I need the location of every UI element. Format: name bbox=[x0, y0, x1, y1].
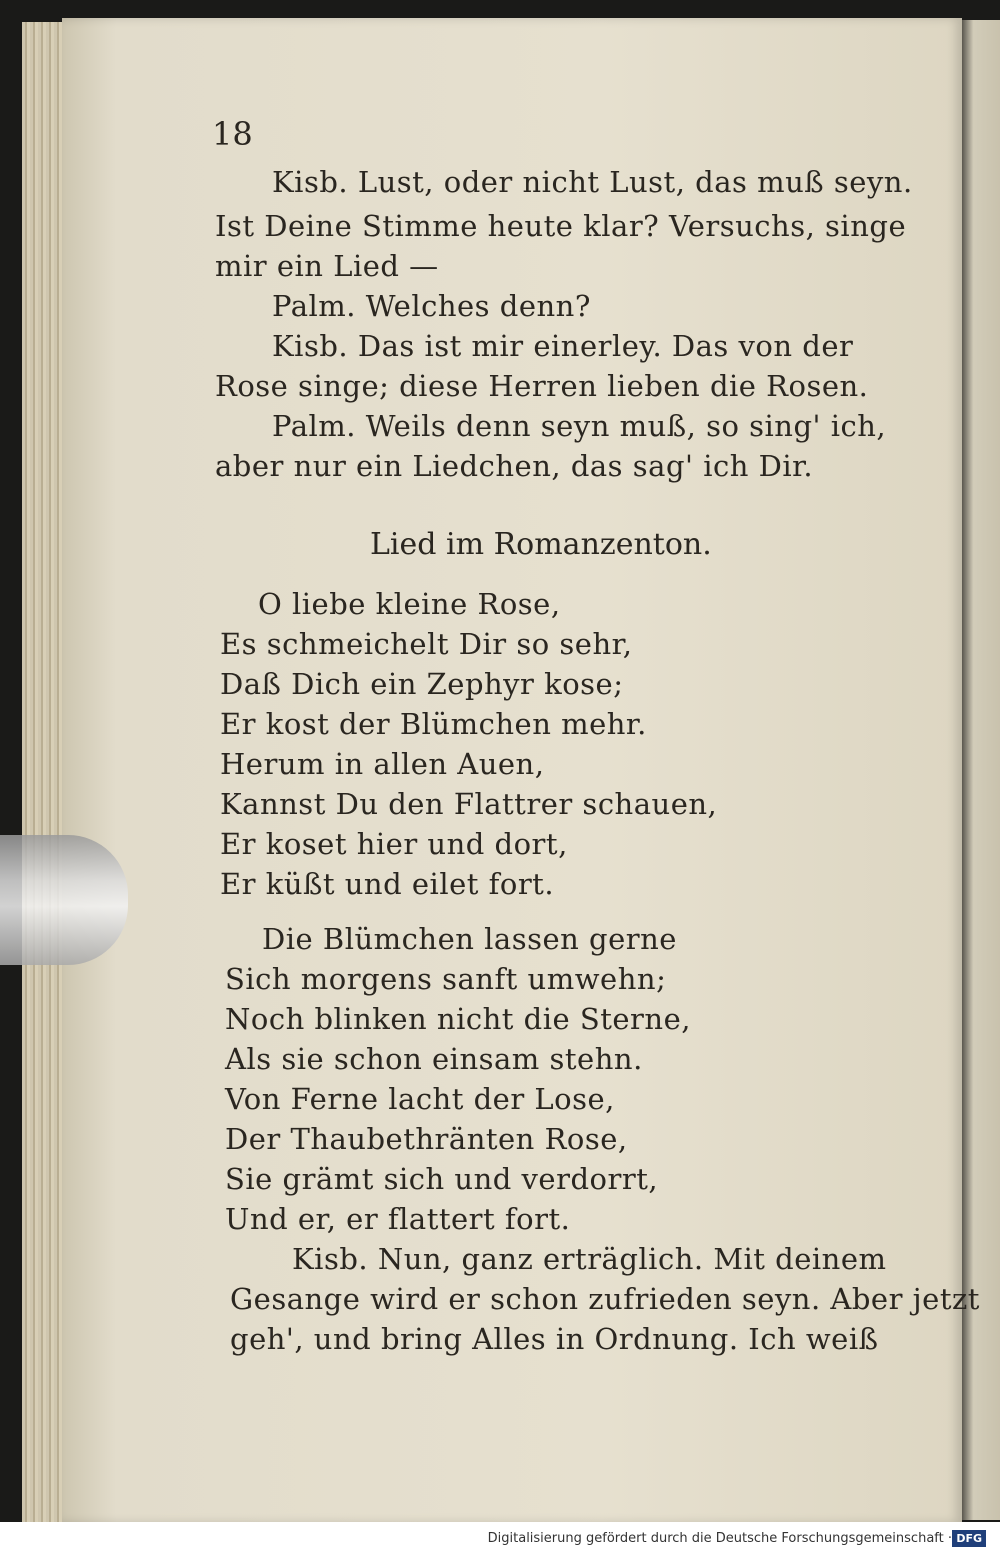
footer-credit: Digitalisierung gefördert durch die Deutsche Forschungsgemeinschaft · bbox=[487, 1531, 952, 1546]
verse-line: Noch blinken nicht die Sterne, bbox=[225, 1002, 691, 1036]
text-line: Kisb. Nun, ganz erträglich. Mit deinem bbox=[292, 1242, 887, 1276]
page-clip bbox=[0, 835, 128, 965]
verse-line: Und er, er flattert fort. bbox=[225, 1202, 571, 1236]
verse-line: Er kost der Blümchen mehr. bbox=[220, 707, 647, 741]
verse-line: Sich morgens sanft umwehn; bbox=[225, 962, 667, 996]
verse-line: Er küßt und eilet fort. bbox=[220, 867, 555, 901]
page-number: 18 bbox=[212, 115, 253, 153]
verse-line: Von Ferne lacht der Lose, bbox=[225, 1082, 615, 1116]
text-line: Ist Deine Stimme heute klar? Versuchs, singe bbox=[215, 209, 907, 243]
verse-line: Kannst Du den Flattrer schauen, bbox=[220, 787, 718, 821]
text-line: mir ein Lied — bbox=[215, 249, 439, 283]
dfg-logo-icon: DFG bbox=[952, 1530, 986, 1547]
text-line: Rose singe; diese Herren lieben die Rosen. bbox=[215, 369, 869, 403]
verse-line: Herum in allen Auen, bbox=[220, 747, 545, 781]
text-line: Kisb. Das ist mir einerley. Das von der bbox=[272, 329, 854, 363]
text-line: Palm. Welches denn? bbox=[272, 289, 591, 323]
verse-line: Als sie schon einsam stehn. bbox=[225, 1042, 643, 1076]
verse-line: Daß Dich ein Zephyr kose; bbox=[220, 667, 624, 701]
verse-line: Der Thaubethränten Rose, bbox=[225, 1122, 628, 1156]
verse-line: Er koset hier und dort, bbox=[220, 827, 568, 861]
text-line: geh', und bring Alles in Ordnung. Ich weiß bbox=[230, 1322, 879, 1356]
text-line: Palm. Weils denn seyn muß, so sing' ich, bbox=[272, 409, 887, 443]
text-line: Gesange wird er schon zufrieden seyn. Aber jetzt bbox=[230, 1282, 980, 1316]
song-title: Lied im Romanzenton. bbox=[370, 527, 712, 562]
text-line: aber nur ein Liedchen, das sag' ich Dir. bbox=[215, 449, 814, 483]
verse-line: O liebe kleine Rose, bbox=[258, 587, 561, 621]
verse-line: Die Blümchen lassen gerne bbox=[262, 922, 677, 956]
footer-bar bbox=[0, 1522, 1000, 1560]
verse-line: Es schmeichelt Dir so sehr, bbox=[220, 627, 633, 661]
text-line: Kisb. Lust, oder nicht Lust, das muß seyn. bbox=[272, 165, 913, 199]
verse-line: Sie grämt sich und verdorrt, bbox=[225, 1162, 659, 1196]
